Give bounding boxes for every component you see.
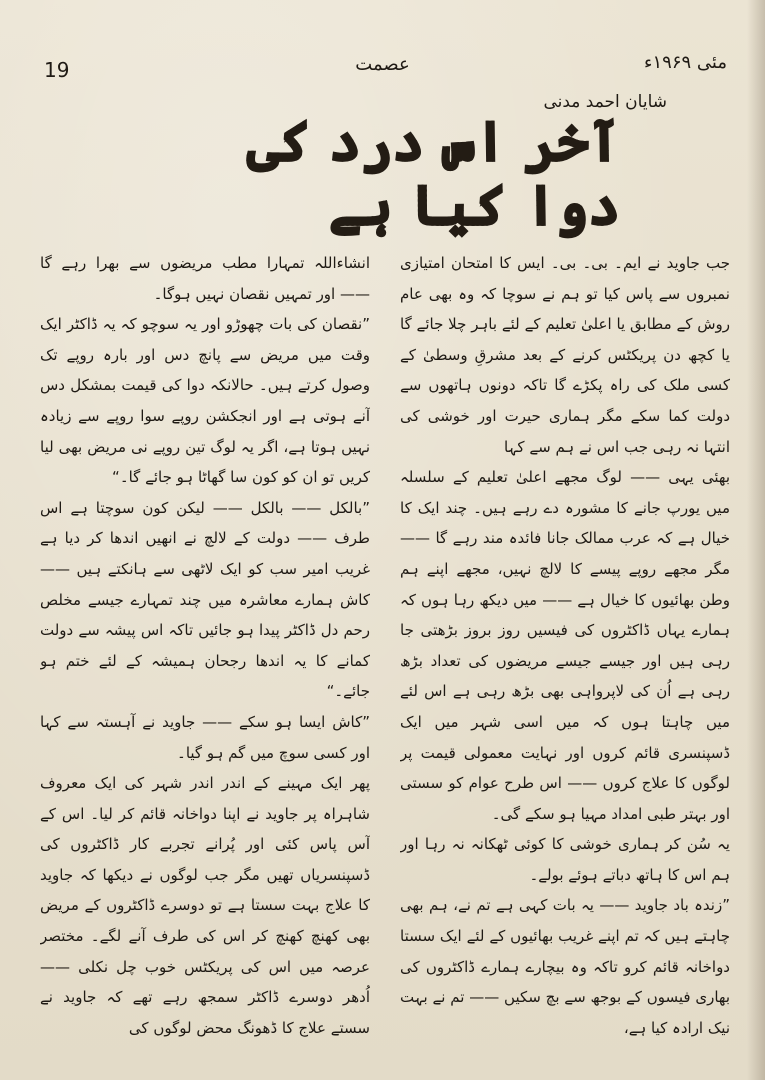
paragraph: ”بالکل —— بالکل —— لیکن کون سوچتا ہے اس طرف —— دولت کے لالچ نے انھیں اندھا کر دیا ہے غریب امیر سب کو ایک لاٹھی سے ہانکتے ہیں —— کاش ہمارے معاشرہ میں چند تمہارے جیسے مخلص رحم دل ڈاکٹر پیدا ہو جائیں تاکہ اس پیشہ سے دولت کمانے کا یہ اندھا رجحان ہمیشہ کے لئے ختم ہو جائے۔“ [40,498,370,701]
right-column [400,248,730,1038]
article-body [40,248,730,1038]
paragraph: پھر ایک مہینے کے اندر اندر شہر کی ایک معروف شاہراہ پر جاوید نے اپنا دواخانہ قائم کر لیا۔ اس کے آس پاس کئی اور پُرانے تجربے کار ڈاکٹروں کی ڈسپنسریاں تھیں مگر جب لوگوں نے دیکھا کہ جاوید کا علاج بہت سستا ہے تو دوسرے ڈاکٹروں کے مریض بھی کھنچ کھنچ کر اس کی طرف آنے لگے۔ مختصر عرصہ میں اس کی پریکٹس خوب چل نکلی —— اُدھر دوسرے ڈاکٹر سمجھ رہے تھے کہ جاوید نے سستے علاج کا ڈھونگ محض لوگوں کی [40,774,370,1037]
page-number: 19 [44,58,70,82]
article-title: آخر اس درد کی دوا کیا ہے [150,118,620,228]
paragraph: ”نقصان کی بات چھوڑو اور یہ سوچو کہ یہ ڈاکٹر ایک وقت میں مریض سے پانچ دس اور بارہ روپے تک وصول کرتے ہیں۔ حالانکہ دوا کی قیمت بمشکل دس آنے ہوتی ہے اور انجکشن روپے سوا روپے سے زیادہ نہیں ہوتا ہے، اگر یہ لوگ تین روپے نی مریض بھی لیا کریں تو ان کو کون سا گھاٹا ہو جائے گا۔“ [40,315,370,487]
paragraph: ”کاش ایسا ہو سکے —— جاوید نے آہستہ سے کہا اور کسی سوچ میں گم ہو گیا۔ [40,712,370,762]
paragraph: بھئی یہی —— لوگ مجھے اعلیٰ تعلیم کے سلسلہ میں یورپ جانے کا مشورہ دے رہے ہیں۔ چند ایک کا خیال ہے کہ عرب ممالک جانا فائدہ مند رہے گا —— مگر مجھے روپے پیسے کا لالچ نہیں، مجھے اپنے ہم وطن بھائیوں کا خیال ہے —— میں دیکھ رہا ہوں کہ ہمارے یہاں ڈاکٹروں کی فیسیں روز بروز بڑھتی جا رہی ہیں اور جیسے جیسے مریضوں کی تعداد بڑھ رہی ہے اُن کی لاپرواہی بھی بڑھ رہی ہے اس لئے میں چاہتا ہوں کہ میں اسی شہر میں ایک ڈسپنسری قائم کروں اور نہایت معمولی قیمت پر لوگوں کا علاج کروں —— اس طرح عوام کو سستی اور بہتر طبی امداد مہیا ہو سکے گی۔ [400,468,730,823]
paragraph: یہ سُن کر ہماری خوشی کا کوئی ٹھکانہ نہ رہا اور ہم اس کا ہاتھ دباتے ہوئے بولے۔ [400,835,730,884]
left-column [40,248,370,1038]
issue-date: مئی ۱۹۶۹ء [644,52,727,73]
paragraph: انشاءاللہ تمہارا مطب مریضوں سے بھرا رہے گا —— اور تمہیں نقصان نہیں ہوگا۔ [40,254,370,303]
author-name: شایان احمد مدنی [543,92,667,112]
magazine-name: عصمت [355,54,410,75]
paragraph: جب جاوید نے ایم۔ بی۔ بی۔ ایس کا امتحان امتیازی نمبروں سے پاس کیا تو ہم نے سوچا کہ وہ بھی عام روش کے مطابق یا اعلیٰ تعلیم کے لئے باہر چلا جائے گا یا کچھ دن پریکٹس کرنے کے بعد مشرقِ وسطیٰ کے کسی ملک کی راہ پکڑے گا تاکہ دونوں ہاتھوں سے دولت کما سکے مگر ہماری حیرت اور خوشی کی انتہا نہ رہی جب اس نے ہم سے کہا [400,254,730,456]
column-gutter [385,252,386,1032]
page-header [38,44,727,84]
paragraph: ”زندہ باد جاوید —— یہ بات کہی ہے تم نے، ہم بھی چاہتے ہیں کہ تم اپنے غریب بھائیوں کے لئے ایک سستا دواخانہ قائم کرو تاکہ وہ بیچارے ہمارے ڈاکٹروں کی بھاری فیسوں کے بوجھ سے بچ سکیں —— تم نے بہت نیک ارادہ کیا ہے، [400,896,730,1037]
page-edge-shadow [747,0,765,1080]
